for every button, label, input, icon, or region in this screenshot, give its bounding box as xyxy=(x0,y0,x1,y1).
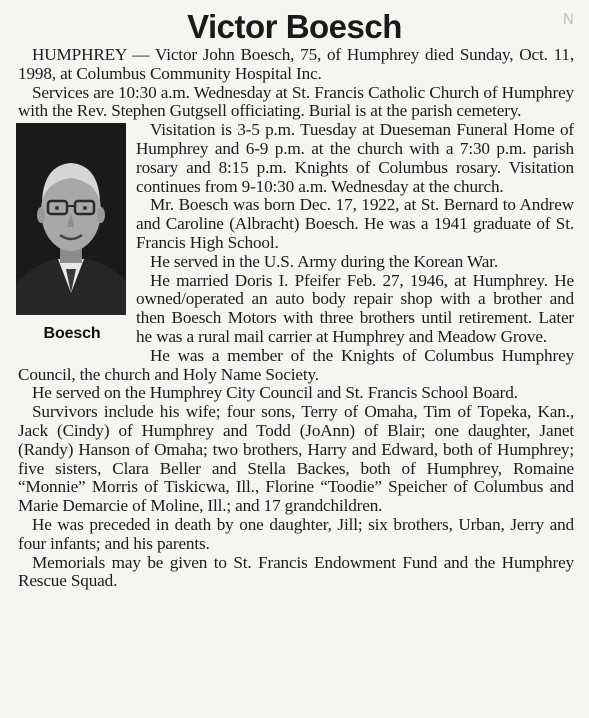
obituary-headline: Victor Boesch xyxy=(187,8,402,45)
paragraph-civic-service: He served on the Humphrey City Council and St. Francis School Board. xyxy=(32,383,518,403)
paragraph-death-notice: HUMPHREY — Victor John Boesch, 75, of Humphrey died Sunday, Oct. 11, 1998, at Columbus Community Hospital Inc. xyxy=(18,45,574,83)
portrait-photo xyxy=(16,123,126,315)
photo-block xyxy=(16,123,128,350)
paragraph-services: Services are 10:30 a.m. Wednesday at St. Francis Catholic Church of Humphrey with the Rev. Stephen Gutgsell officiating. Burial is at the parish cemetery. xyxy=(18,82,574,121)
paragraph-memberships: He was a member of the Knights of Columbus Humphrey Council, the church and Holy Name Society. xyxy=(18,345,574,384)
paragraph-memorials: Memorials may be given to St. Francis Endowment Fund and the Humphrey Rescue Squad. xyxy=(18,552,574,591)
paragraph-survivors: Survivors include his wife; four sons, Terry of Omaha, Tim of Topeka, Kan., Jack (Cindy) of Humphrey and Todd (JoAnn) of Blair; one daughter, Janet (Randy) Hanson of Omaha; two brothers, Harry and Edward, both of Humphrey; five sisters, Clara Beller and Stella Backes, both of Humphrey, Romaine “Monnie” Morris of Tiskicwa, Ill., Florine “Toodie” Speicher of Columbus and Marie Demarcie of Moline, Ill.; and 17 grandchildren. xyxy=(18,402,574,516)
paragraph-military: He served in the U.S. Army during the Korean War. xyxy=(150,251,498,271)
newspapers-logo-icon: N xyxy=(562,10,575,28)
paragraph-birth: Mr. Boesch was born Dec. 17, 1922, at St. Bernard to Andrew and Caroline (Albracht) Boesch. He was a 1941 graduate of St. Francis High School. xyxy=(136,195,574,252)
paragraph-marriage-career: He married Doris I. Pfeifer Feb. 27, 1946, at Humphrey. He owned/operated an auto body repair shop with a brother and then Boesch Motors with three brothers until retirement. Later he was a rural mail carrier at Humphrey and Meadow Grove. xyxy=(136,270,574,346)
obituary-body xyxy=(18,46,574,591)
photo-caption: Boesch xyxy=(43,325,101,343)
portrait-image xyxy=(16,123,126,315)
paragraph-visitation: Visitation is 3-5 p.m. Tuesday at Dueseman Funeral Home of Humphrey and 6-9 p.m. at the church with a 7:30 p.m. parish rosary and 8:15 p.m. Knights of Columbus rosary. Visitation continues from 9-10:30 a.m. Wednesday at the church. xyxy=(136,120,574,196)
paragraph-preceded: He was preceded in death by one daughter, Jill; six brothers, Urban, Jerry and four infants; and his parents. xyxy=(18,514,574,553)
